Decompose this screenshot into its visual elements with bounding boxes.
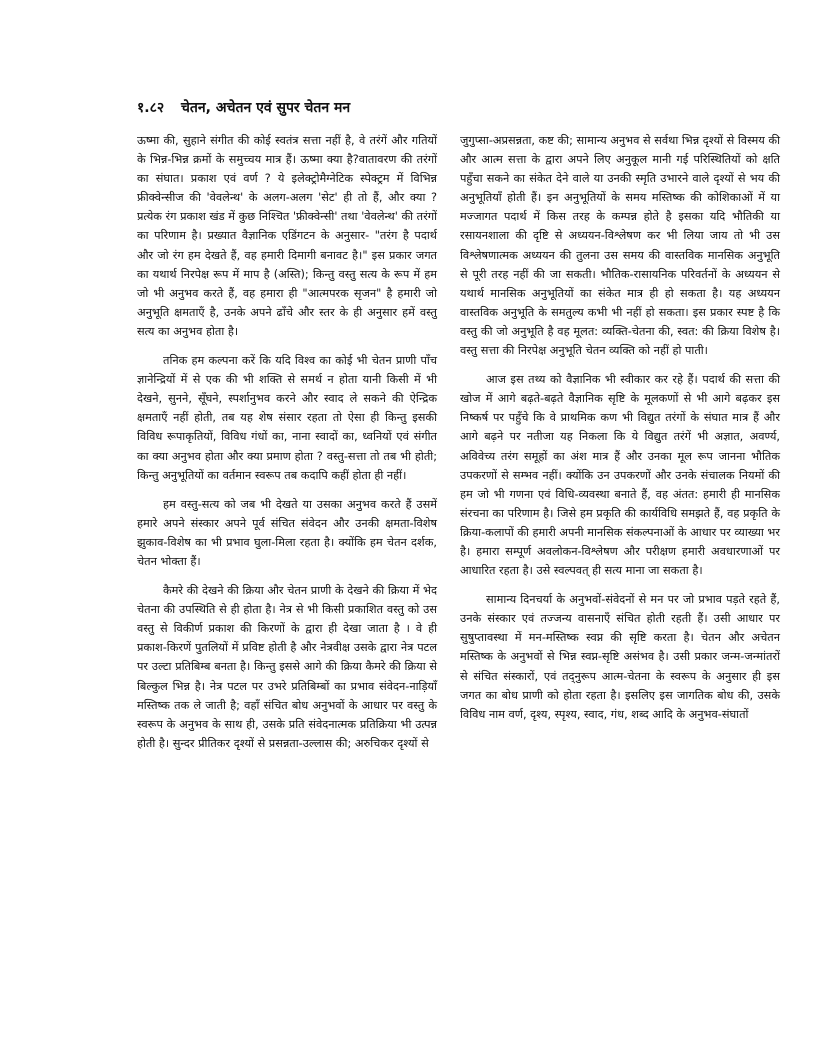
right-column (460, 131, 780, 734)
left-column (137, 131, 437, 763)
paragraph: तनिक हम कल्पना करें कि यदि विश्व का कोई भी चेतन प्राणी पाँच ज्ञानेन्द्रियों में से एक की भी शक्ति से समर्थ न होता यानी किसी में भी देखने, सुनने, सूँघने, स्पर्शानुभव करने और स्वाद ले सकने की ऐन्द्रिक क्षमताएँ नहीं होती, तब यह शेष संसार रहता तो ऐसा ही किन्तु इसकी विविध रूपाकृतियों, विविध गंधों का, नाना स्वादों का, ध्वनियों एवं संगीत का क्या अनुभव होता और क्या प्रमाण होता ? वस्तु-सत्ता तो तब भी होती; किन्तु अनुभूतियों का वर्तमान स्वरूप तब कदापि कहीं होता ही नहीं। (137, 354, 437, 482)
paragraph: ऊष्मा की, सुहाने संगीत की कोई स्वतंत्र सत्ता नहीं है, वे तरंगें और गतियों के भिन्न-भिन्न क्रमों के समुच्चय मात्र हैं। ऊष्मा क्या है?वातावरण की तरंगों का संघात। प्रकाश एवं वर्ण ? ये इलेक्ट्रोमैग्नेटिक स्पेक्ट्रम में विभिन्न फ्रीक्वेन्सीज की 'वेवलेन्थ' के अलग-अलग 'सेट' ही तो हैं, और क्या ? प्रत्येक रंग प्रकाश खंड में कुछ निश्चित 'फ्रीक्वेन्सी' तथा 'वेवलेन्थ' की तरंगों का परिणाम है। प्रख्यात वैज्ञानिक एडिंगटन के अनुसार- "तरंग है पदार्थ और जो रंग हम देखते हैं, वह हमारी दिमागी बनावट है।" इस प्रकार जगत का यथार्थ निरपेक्ष रूप में माप है (अस्ति); किन्तु वस्तु सत्य के रूप में हम जो भी अनुभव करते हैं, वह हमारा ही "आत्मपरक सृजन" है हमारी जो अनुभूति क्षमताएँ है, उनके अपने ढाँचे और स्तर के ही अनुसार हमें वस्तु सत्य का अनुभव होता है। (137, 134, 437, 338)
page-header (137, 98, 350, 117)
paragraph: जुगुप्सा-अप्रसन्नता, कष्ट की; सामान्य अनुभव से सर्वथा भिन्न दृश्यों से विस्मय की और आत्म सत्ता के द्वारा अपने लिए अनुकूल मानी गई परिस्थितियों को क्षति पहुँचा सकने का संकेत देने वाले या उनकी स्मृति उभारने वाले दृश्यों से भय की अनुभूतियाँ होती हैं। इन अनुभूतियों के समय मस्तिष्क की कोशिकाओं में या मज्जागत पदार्थ में किस तरह के कम्पन्न होते है इसका यदि भौतिकी या रसायनशाला की दृष्टि से अध्ययन-विश्लेषण कर भी लिया जाय तो भी उस विश्लेषणात्मक अध्ययन की तुलना उस समय की वास्तविक मानसिक अनुभूति से पूरी तरह नहीं की जा सकती। भौतिक-रासायनिक परिवर्तनों के अध्ययन से यथार्थ मानसिक अनुभूतियों का संकेत मात्र ही हो सकता है। यह अध्ययन वास्तविक अनुभूति के समतुल्य कभी भी नहीं हो सकता। इस प्रकार स्पष्ट है कि वस्तु की जो अनुभूति है वह मूलत: व्यक्ति-चेतना की, स्वत: की क्रिया विशेष है। वस्तु सत्ता की निरपेक्ष अनुभूति चेतन व्यक्ति को नहीं हो पाती। (460, 134, 780, 358)
chapter-title: चेतन, अचेतन एवं सुपर चेतन मन (181, 100, 351, 116)
paragraph: आज इस तथ्य को वैज्ञानिक भी स्वीकार कर रहे हैं। पदार्थ की सत्ता की खोज में आगे बढ़ते-बढ़ते वैज्ञानिक सृष्टि के मूलकणों से भी आगे बढ़कर इस निष्कर्ष पर पहुँचे कि वे प्राथमिक कण भी विद्युत तरंगों के संघात मात्र हैं और आगे बढ़ने पर नतीजा यह निकला कि ये विद्युत तरंगें भी अज्ञात, अवर्ण्य, अविवेच्य तरंग समूहों का अंश मात्र हैं और उनका मूल रूप जानना भौतिक उपकरणों से सम्भव नहीं। क्योंकि उन उपकरणों और उनके संचालक नियमों की हम जो भी गणना एवं विधि-व्यवस्था बनाते हैं, वह अंतत: हमारी ही मानसिक संरचना का परिणाम है। जिसे हम प्रकृति की कार्यविधि समझते हैं, वह प्रकृति के क्रिया-कलापों की हमारी अपनी मानसिक संकल्पनाओं के आधार पर व्याख्या भर है। हमारा सम्पूर्ण अवलोकन-विश्लेषण और परीक्षण हमारी अवधारणाओं पर आधारित रहता है। उसे स्वल्पवत् ही सत्य माना जा सकता है। (460, 373, 780, 578)
paragraph: सामान्य दिनचर्या के अनुभवों-संवेदनों से मन पर जो प्रभाव पड़ते रहते हैं, उनके संस्कार एवं तज्जन्य वासनाएँ संचित होती रहती हैं। उसी आधार पर सुषुप्तावस्था में मन-मस्तिष्क स्वप्न की सृष्टि करता है। चेतन और अचेतन मस्तिष्क के अनुभवों से भिन्न स्वप्न-सृष्टि असंभव है। उसी प्रकार जन्म-जन्मांतरों से संचित संस्कारों, एवं तद्नुरूप आत्म-चेतना के स्वरूप के अनुसार ही इस जगत का बोध प्राणी को होता रहता है। इसलिए इस जागतिक बोध की, उसके विविध नाम वर्ण, दृश्य, स्पृश्य, स्वाद, गंध, शब्द आदि के अनुभव-संघातों (460, 593, 780, 721)
paragraph: कैमरे की देखने की क्रिया और चेतन प्राणी के देखने की क्रिया में भेद चेतना की उपस्थिति से ही होता है। नेत्र से भी किसी प्रकाशित वस्तु को उस वस्तु से विकीर्ण प्रकाश की किरणों के द्वारा ही देखा जाता है । वे ही प्रकाश-किरणें पुतलियों में प्रविष्ट होती है और नेत्रवीक्ष उसके द्वारा नेत्र पटल पर उल्टा प्रतिबिम्ब बनता है। किन्तु इससे आगे की क्रिया कैमरे की क्रिया से बिल्कुल भिन्न है। नेत्र पटल पर उभरे प्रतिबिम्बों का प्रभाव संवेदन-नाड़ियाँ मस्तिष्क तक ले जाती है; वहाँ संचित बोध अनुभवों के आधार पर वस्तु के स्वरूप के अनुभव के साथ ही, उसके प्रति संवेदनात्मक प्रतिक्रिया भी उत्पन्न होती है। सुन्दर प्रीतिकर दृश्यों से प्रसन्नता-उल्लास की; अरुचिकर दृश्यों से (137, 584, 437, 750)
paragraph: हम वस्तु-सत्य को जब भी देखते या उसका अनुभव करते हैं उसमें हमारे अपने संस्कार अपने पूर्व संचित संवेदन और उनकी क्षमता-विशेष झुकाव-विशेष का भी प्रभाव घुला-मिला रहता है। क्योंकि हम चेतन दर्शक, चेतन भोक्ता हैं। (137, 497, 437, 568)
page-number: १.८२ (137, 100, 165, 116)
